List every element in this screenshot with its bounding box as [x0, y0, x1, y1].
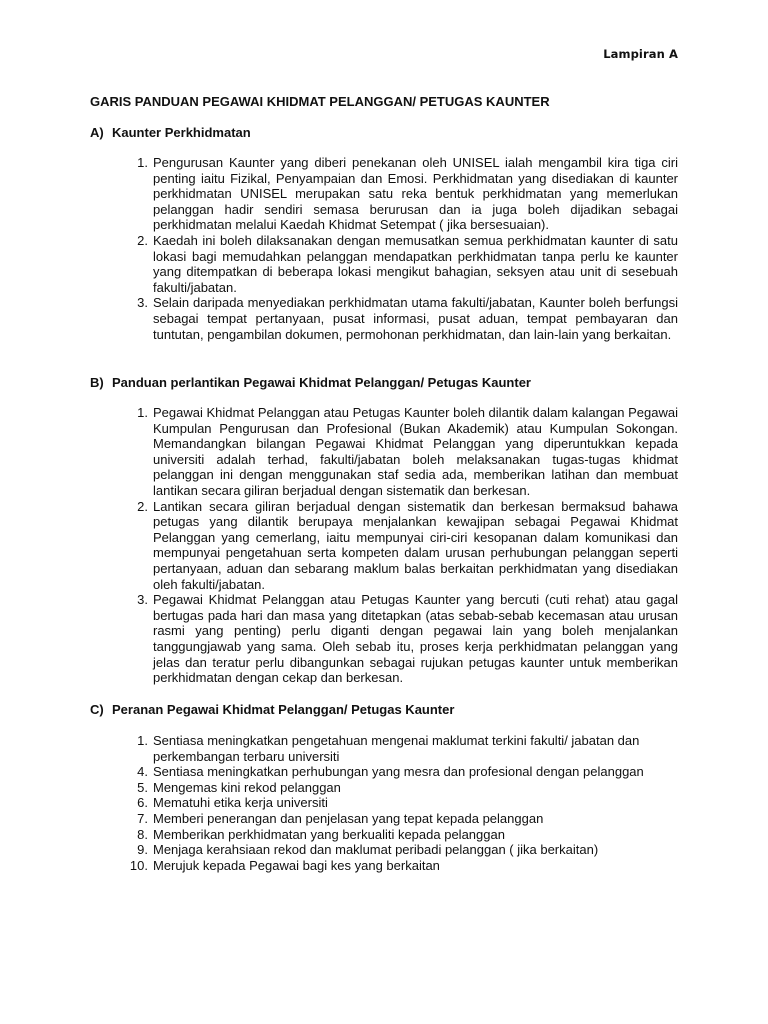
list-item: [135, 811, 678, 827]
section-b-list: [135, 405, 678, 686]
list-item: [135, 795, 678, 811]
list-text: Sentiasa meningkatkan pengetahuan mengenai maklumat terkini fakulti/ jabatan dan perkembangan terbaru universiti: [153, 733, 640, 764]
list-item: [135, 780, 678, 796]
list-text: Menjaga kerahsiaan rekod dan maklumat peribadi pelanggan ( jika berkaitan): [153, 842, 599, 858]
section-a-heading: [90, 125, 680, 141]
list-item: [135, 842, 678, 858]
section-letter: B): [90, 375, 104, 390]
list-number: 3.: [137, 592, 148, 608]
list-text: Selain daripada menyediakan perkhidmatan utama fakulti/jabatan, Kaunter boleh berfungsi sebagai tempat pertanyaan, pusat informasi, pusat aduan, tempat pembayaran dan tuntutan, pengambilan dokumen, permohonan perkhidmatan, dan lain-lain yang berkaitan.: [153, 295, 678, 342]
section-c-heading: [90, 702, 680, 718]
list-text: Lantikan secara giliran berjadual dengan sistematik dan berkesan bermaksud bahawa petugas yang dilantik berupaya menjalankan kewajipan sebagai Pegawai Khidmat Pelanggan yang cemerlang, iaitu mempunyai ciri-ciri kesopanan dalam komunikasi dan mempunyai pengetahuan serta kompeten dalam urusan perhubungan pelanggan seperti pertanyaan, aduan dan sebarang maklum balas berkaitan perkhidmatan yang disediakan oleh fakulti/jabatan.: [153, 498, 678, 592]
list-text: Memberikan perkhidmatan yang berkualiti kepada pelanggan: [153, 826, 505, 842]
list-item: [135, 405, 678, 499]
section-heading-text: Peranan Pegawai Khidmat Pelanggan/ Petugas Kaunter: [112, 702, 455, 717]
list-number: 9.: [137, 842, 148, 858]
list-item: [135, 295, 678, 342]
section-c-list: [129, 733, 678, 873]
appendix-label: Lampiran A: [603, 47, 678, 61]
section-a-list: [135, 155, 678, 342]
section-a: [90, 125, 680, 141]
list-text: Pengurusan Kaunter yang diberi penekanan oleh UNISEL ialah mengambil kira tiga ciri penting iaitu Fizikal, Penyampaian dan Emosi. Perkhidmatan yang disediakan di kaunter perkhidmatan UNISEL merupakan satu reka bentuk perkhidmatan yang memerlukan pelanggan hadir sendiri semasa berurusan dan ia juga boleh dijadikan sebagai perkhidmatan melalui Kaedah Khidmat Setempat ( jika bersesuaian).: [153, 155, 678, 233]
list-text: Sentiasa meningkatkan perhubungan yang mesra dan profesional dengan pelanggan: [153, 764, 644, 780]
list-number: 7.: [137, 810, 148, 826]
list-item: [135, 733, 678, 764]
list-item: [135, 233, 678, 295]
list-number: 3.: [137, 295, 148, 311]
list-item: [135, 764, 678, 780]
list-number: 5.: [137, 779, 148, 795]
list-item: [129, 857, 678, 874]
list-number: 1.: [137, 733, 148, 748]
list-text: Merujuk kepada Pegawai bagi kes yang berkaitan: [153, 857, 440, 873]
section-letter: A): [90, 125, 104, 140]
list-number: 1.: [137, 155, 148, 170]
section-c: [90, 702, 680, 718]
list-number: 10.: [129, 857, 148, 873]
section-b-heading: [90, 375, 680, 391]
list-number: 4.: [137, 764, 148, 780]
list-text: Kaedah ini boleh dilaksanakan dengan memusatkan semua perkhidmatan kaunter di satu lokasi bagi memudahkan pelanggan mendapatkan perkhidmatan tanpa perlu ke kaunter yang ditempatkan di beberapa lokasi mengikut bahagian, seksyen atau unit di sesebuah fakulti/jabatan.: [153, 232, 678, 295]
list-text: Mematuhi etika kerja universiti: [153, 795, 328, 811]
section-heading-text: Kaunter Perkhidmatan: [112, 125, 251, 140]
list-number: 6.: [137, 795, 148, 811]
section-letter: C): [90, 702, 104, 717]
list-item: [135, 155, 678, 233]
list-number: 8.: [137, 826, 148, 842]
list-number: 1.: [137, 405, 148, 420]
list-text: Pegawai Khidmat Pelanggan atau Petugas Kaunter yang bercuti (cuti rehat) atau gagal bertugas pada hari dan masa yang ditetapkan (atas sebab-sebab kecemasan atau urusan rasmi yang penting) perlu diganti dengan pegawai lain yang boleh menjalankan tanggungjawab yang sama. Oleh sebab itu, proses kerja perkhidmatan pelanggan yang jelas dan teratur perlu dibangunkan sebagai rujukan petugas kaunter untuk memberikan perkhidmatan dengan cekap dan berkesan.: [153, 592, 678, 686]
list-text: Pegawai Khidmat Pelanggan atau Petugas Kaunter boleh dilantik dalam kalangan Pegawai Kumpulan Pengurusan dan Profesional (Bukan Akademik) atau Kumpulan Sokongan. Memandangkan bilangan Pegawai Khidmat Pelanggan yang diperuntukkan kepada universiti adalah terhad, fakulti/jabatan boleh melaksanakan tugas-tugas khidmat pelanggan ini dengan menggunakan staf sedia ada, memberikan latihan dan membuat lantikan secara giliran berjadual dengan sistematik dan berkesan.: [153, 405, 678, 498]
list-item: [135, 592, 678, 686]
list-text: Mengemas kini rekod pelanggan: [153, 779, 341, 795]
section-heading-text: Panduan perlantikan Pegawai Khidmat Pelanggan/ Petugas Kaunter: [112, 375, 531, 390]
list-number: 2.: [137, 232, 148, 248]
list-item: [135, 499, 678, 593]
section-b: [90, 375, 680, 391]
list-number: 2.: [137, 498, 148, 514]
document-title: GARIS PANDUAN PEGAWAI KHIDMAT PELANGGAN/ PETUGAS KAUNTER: [90, 94, 550, 109]
list-text: Memberi penerangan dan penjelasan yang tepat kepada pelanggan: [153, 810, 544, 826]
list-item: [135, 827, 678, 843]
